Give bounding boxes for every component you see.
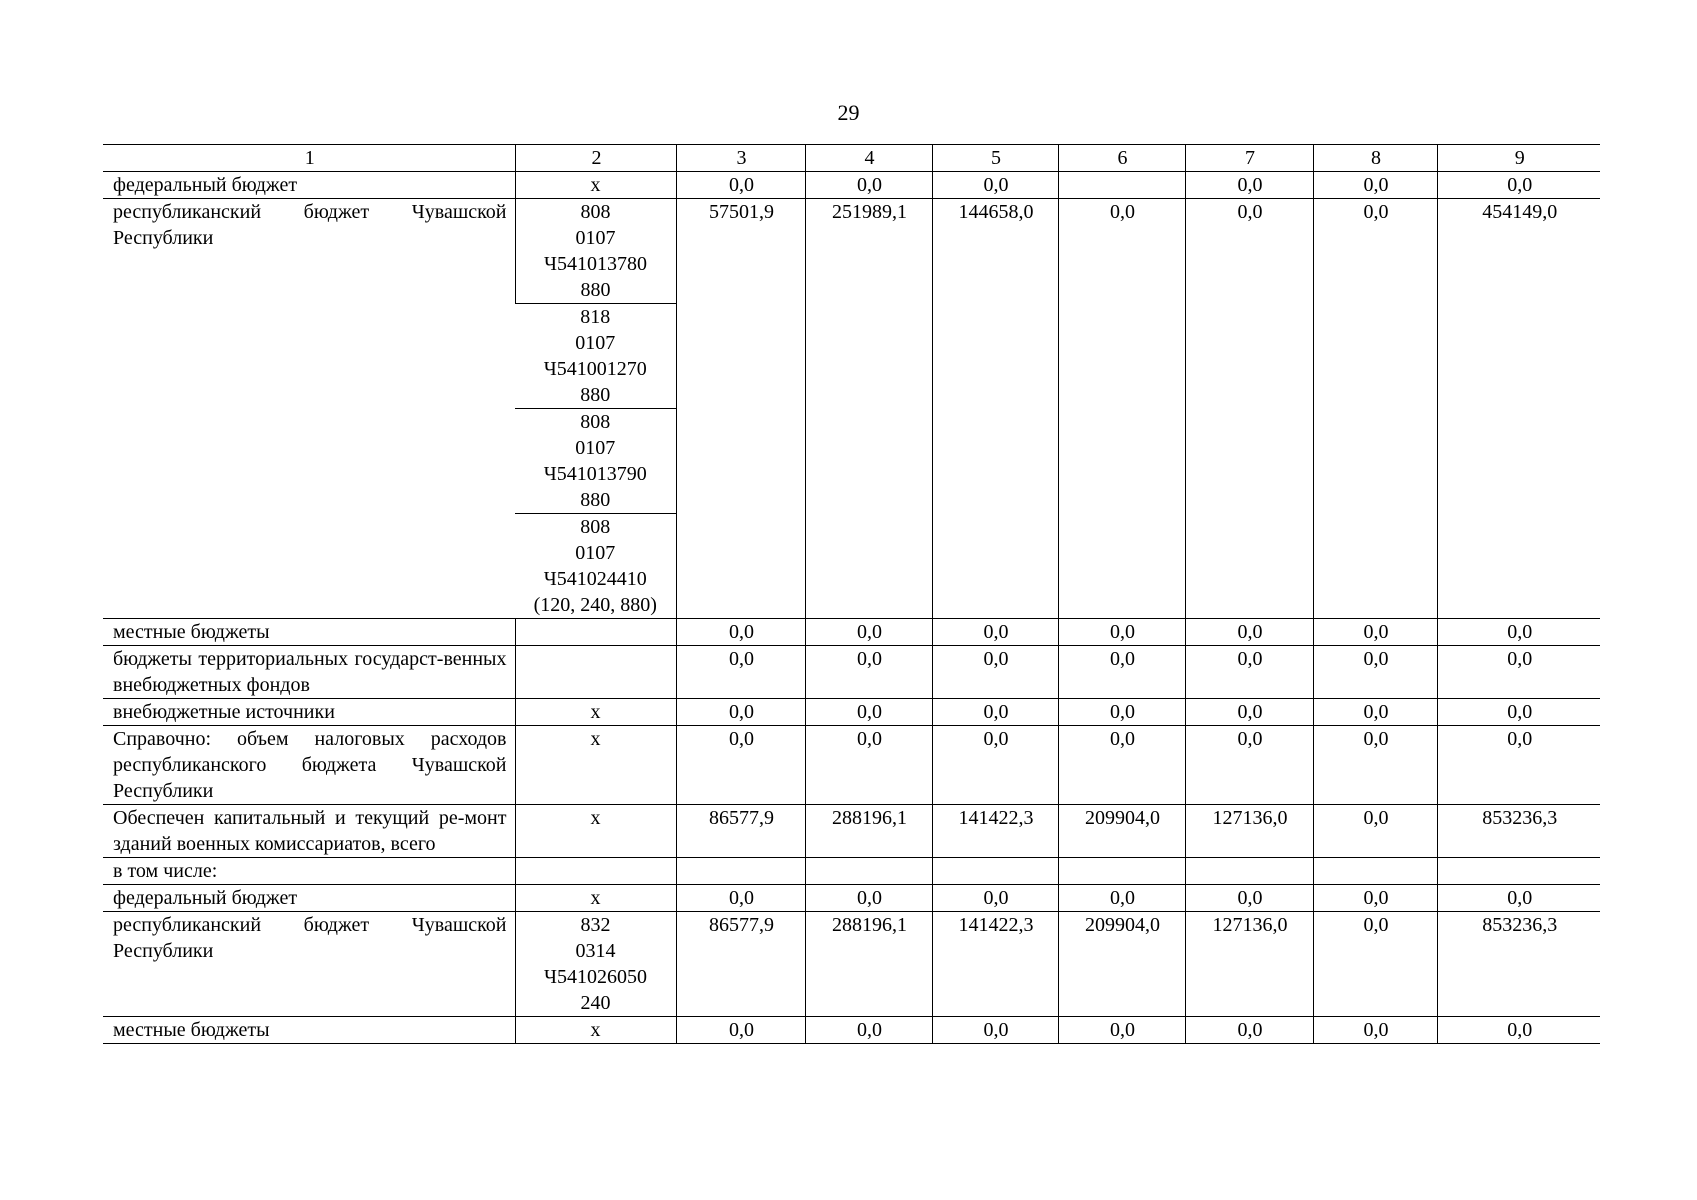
row-label: федеральный бюджет — [103, 885, 515, 912]
code-cell — [515, 304, 676, 409]
code-line: Ч541026050 — [544, 966, 647, 988]
row-label: республиканский бюджет Чувашской Республики — [103, 199, 515, 619]
row-label: республиканский бюджет Чувашской Республики — [103, 912, 515, 1017]
row-label: Справочно: объем налоговых расходов республиканского бюджета Чувашской Республики — [103, 726, 515, 805]
code-line: (120, 240, 880) — [533, 594, 657, 616]
value-cell: 0,0 — [805, 619, 932, 646]
code-cell: х — [515, 805, 676, 858]
value-cell: 0,0 — [1313, 912, 1437, 1017]
code-line: 880 — [580, 279, 611, 301]
code-line: 808 — [580, 516, 611, 538]
column-header: 2 — [515, 145, 676, 172]
table-row — [103, 912, 1600, 1017]
row-label: федеральный бюджет — [103, 172, 515, 199]
value-cell: 0,0 — [1058, 1017, 1185, 1044]
row-label: бюджеты территориальных государст-венных внебюджетных фондов — [103, 646, 515, 699]
value-cell: 0,0 — [676, 1017, 805, 1044]
value-cell — [1058, 172, 1185, 199]
code-line: 0314 — [575, 940, 616, 962]
code-cell: х — [515, 1017, 676, 1044]
value-cell: 0,0 — [1313, 1017, 1437, 1044]
value-cell: 0,0 — [676, 885, 805, 912]
value-cell: 0,0 — [1437, 885, 1600, 912]
value-cell: 0,0 — [1313, 726, 1437, 805]
column-header: 8 — [1313, 145, 1437, 172]
code-line: 808 — [580, 411, 611, 433]
value-cell: 0,0 — [1185, 1017, 1313, 1044]
value-cell: 57501,9 — [676, 199, 805, 619]
table-row — [103, 619, 1600, 646]
value-cell: 0,0 — [1437, 699, 1600, 726]
code-cell: х — [515, 726, 676, 805]
table-row — [103, 885, 1600, 912]
value-cell: 0,0 — [676, 699, 805, 726]
column-header: 3 — [676, 145, 805, 172]
value-cell: 0,0 — [1058, 646, 1185, 699]
column-header: 4 — [805, 145, 932, 172]
value-cell: 0,0 — [1185, 726, 1313, 805]
row-label: в том числе: — [103, 858, 515, 885]
value-cell: 127136,0 — [1185, 912, 1313, 1017]
code-line: 0107 — [575, 542, 616, 564]
value-cell: 0,0 — [676, 726, 805, 805]
column-header: 7 — [1185, 145, 1313, 172]
value-cell: 0,0 — [932, 646, 1058, 699]
table-row — [103, 1017, 1600, 1044]
value-cell: 0,0 — [1313, 885, 1437, 912]
value-cell: 0,0 — [932, 1017, 1058, 1044]
value-cell: 0,0 — [932, 699, 1058, 726]
value-cell: 0,0 — [1185, 199, 1313, 619]
code-line: 808 — [580, 201, 611, 223]
column-header: 9 — [1437, 145, 1600, 172]
code-line: 0107 — [575, 437, 616, 459]
code-line: 880 — [580, 489, 611, 511]
code-line: 832 — [580, 914, 611, 936]
code-cell: х — [515, 699, 676, 726]
value-cell: 0,0 — [1313, 646, 1437, 699]
value-cell: 0,0 — [1313, 199, 1437, 619]
value-cell: 141422,3 — [932, 805, 1058, 858]
table-row — [103, 805, 1600, 858]
code-line: 880 — [580, 384, 611, 406]
code-cell: х — [515, 885, 676, 912]
value-cell: 0,0 — [1437, 646, 1600, 699]
value-cell: 0,0 — [932, 726, 1058, 805]
value-cell: 144658,0 — [932, 199, 1058, 619]
value-cell: 0,0 — [932, 172, 1058, 199]
value-cell: 0,0 — [1185, 699, 1313, 726]
value-cell: 0,0 — [676, 619, 805, 646]
code-line: Ч541013790 — [543, 463, 647, 485]
value-cell: 0,0 — [1313, 172, 1437, 199]
value-cell: 0,0 — [1058, 619, 1185, 646]
column-header: 1 — [103, 145, 515, 172]
value-cell: 209904,0 — [1058, 805, 1185, 858]
table-row — [103, 726, 1600, 805]
value-cell: 0,0 — [1313, 619, 1437, 646]
value-cell: 0,0 — [1185, 885, 1313, 912]
value-cell: 0,0 — [805, 726, 932, 805]
value-cell: 0,0 — [1185, 172, 1313, 199]
code-cell — [515, 409, 676, 514]
code-cell — [515, 199, 676, 304]
code-line: Ч541001270 — [543, 358, 647, 380]
value-cell: 0,0 — [805, 885, 932, 912]
value-cell: 853236,3 — [1437, 912, 1600, 1017]
value-cell: 454149,0 — [1437, 199, 1600, 619]
value-cell — [1058, 858, 1185, 885]
code-cell — [515, 912, 676, 1017]
value-cell: 0,0 — [805, 646, 932, 699]
value-cell: 0,0 — [676, 172, 805, 199]
table-row — [103, 858, 1600, 885]
row-label: местные бюджеты — [103, 619, 515, 646]
value-cell: 251989,1 — [805, 199, 932, 619]
column-header: 5 — [932, 145, 1058, 172]
value-cell: 288196,1 — [805, 805, 932, 858]
value-cell: 0,0 — [1437, 1017, 1600, 1044]
code-line: 818 — [580, 306, 611, 328]
value-cell: 0,0 — [1313, 805, 1437, 858]
value-cell: 0,0 — [1185, 619, 1313, 646]
value-cell: 0,0 — [932, 619, 1058, 646]
value-cell: 0,0 — [1185, 646, 1313, 699]
code-line: Ч541024410 — [543, 568, 647, 590]
value-cell: 0,0 — [805, 699, 932, 726]
value-cell: 0,0 — [805, 1017, 932, 1044]
value-cell: 0,0 — [1313, 699, 1437, 726]
code-cell — [515, 619, 676, 646]
code-cell — [515, 858, 676, 885]
value-cell — [1437, 858, 1600, 885]
table-row — [103, 646, 1600, 699]
table-row — [103, 199, 1600, 304]
value-cell: 141422,3 — [932, 912, 1058, 1017]
value-cell: 0,0 — [1437, 619, 1600, 646]
value-cell — [1185, 858, 1313, 885]
value-cell: 86577,9 — [676, 805, 805, 858]
code-cell: х — [515, 172, 676, 199]
row-label: внебюджетные источники — [103, 699, 515, 726]
value-cell: 0,0 — [1437, 172, 1600, 199]
value-cell: 0,0 — [932, 885, 1058, 912]
page-number: 29 — [837, 100, 860, 125]
value-cell: 0,0 — [1058, 199, 1185, 619]
code-line: 0107 — [575, 332, 616, 354]
code-line: 240 — [580, 992, 611, 1014]
code-cell — [515, 646, 676, 699]
table-row — [103, 699, 1600, 726]
budget-table — [103, 144, 1600, 1044]
row-label: местные бюджеты — [103, 1017, 515, 1044]
value-cell — [932, 858, 1058, 885]
code-line: Ч541013780 — [544, 253, 647, 275]
value-cell — [676, 858, 805, 885]
value-cell — [805, 858, 932, 885]
value-cell — [1313, 858, 1437, 885]
value-cell: 0,0 — [1058, 885, 1185, 912]
value-cell: 0,0 — [805, 172, 932, 199]
value-cell: 86577,9 — [676, 912, 805, 1017]
table-row — [103, 172, 1600, 199]
header-row — [103, 145, 1600, 172]
value-cell: 209904,0 — [1058, 912, 1185, 1017]
value-cell: 0,0 — [1058, 726, 1185, 805]
row-label: Обеспечен капитальный и текущий ре-монт зданий военных комиссариатов, всего — [103, 805, 515, 858]
value-cell: 288196,1 — [805, 912, 932, 1017]
column-header: 6 — [1058, 145, 1185, 172]
value-cell: 0,0 — [1437, 726, 1600, 805]
code-line: 0107 — [575, 227, 616, 249]
value-cell: 0,0 — [676, 646, 805, 699]
code-cell — [515, 514, 676, 619]
value-cell: 853236,3 — [1437, 805, 1600, 858]
value-cell: 127136,0 — [1185, 805, 1313, 858]
value-cell: 0,0 — [1058, 699, 1185, 726]
